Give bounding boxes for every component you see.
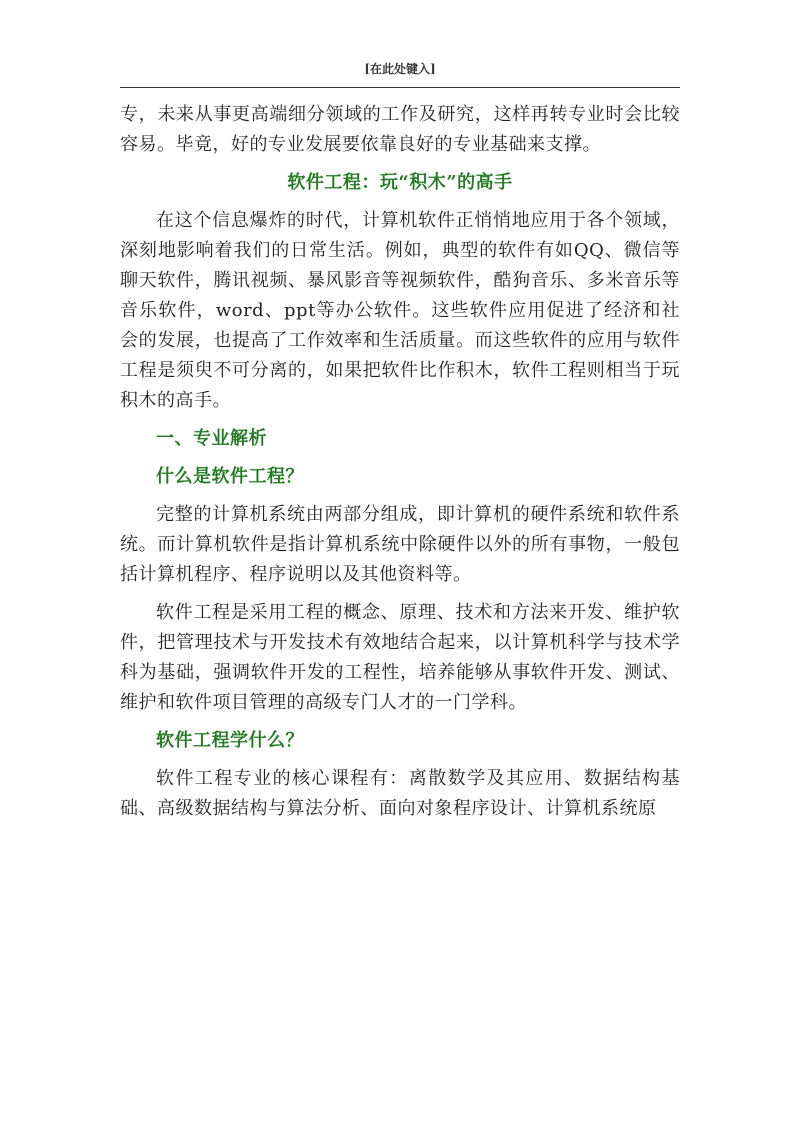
paragraph-continued: 专，未来从事更高端细分领域的工作及研究，这样再转专业时会比较容易。毕竟，好的专业发展要依靠良好的专业基础来支撑。 <box>120 104 680 155</box>
paragraph-computer-system: 完整的计算机系统由两部分组成，即计算机的硬件系统和软件系统。而计算机软件是指计算机系统中除硬件以外的所有事物，一般包括计算机程序、程序说明以及其他资料等。 <box>120 504 680 585</box>
heading-what-is-se: 什么是软件工程？ <box>156 466 304 487</box>
document-body <box>120 100 680 832</box>
header-divider <box>120 87 680 88</box>
section-title: 软件工程：玩“积木”的高手 <box>287 172 513 193</box>
paragraph-intro: 在这个信息爆炸的时代，计算机软件正悄悄地应用于各个领域，深刻地影响着我们的日常生活。例如，典型的软件有如QQ、微信等聊天软件，腾讯视频、暴风影音等视频软件，酷狗音乐、多米音乐等音乐软件，word、ppt等办公软件。这些软件应用促进了经济和社会的发展，也提高了工作效率和生活质量。而这些软件的应用与软件工程是须臾不可分离的，如果把软件比作积木，软件工程则相当于玩积木的高手。 <box>120 210 680 411</box>
page-header: [在此处键入] <box>364 62 436 76</box>
heading-what-to-learn: 软件工程学什么？ <box>156 730 304 751</box>
heading-major-analysis: 一、专业解析 <box>156 428 267 449</box>
paragraph-se-definition: 软件工程是采用工程的概念、原理、技术和方法来开发、维护软件，把管理技术与开发技术有效地结合起来，以计算机科学与技术学科为基础，强调软件开发的工程性，培养能够从事软件开发、测试、维护和软件项目管理的高级专门人才的一门学科。 <box>120 602 680 713</box>
paragraph-core-courses: 软件工程专业的核心课程有：离散数学及其应用、数据结构基础、高级数据结构与算法分析、面向对象程序设计、计算机系统原 <box>120 768 680 819</box>
